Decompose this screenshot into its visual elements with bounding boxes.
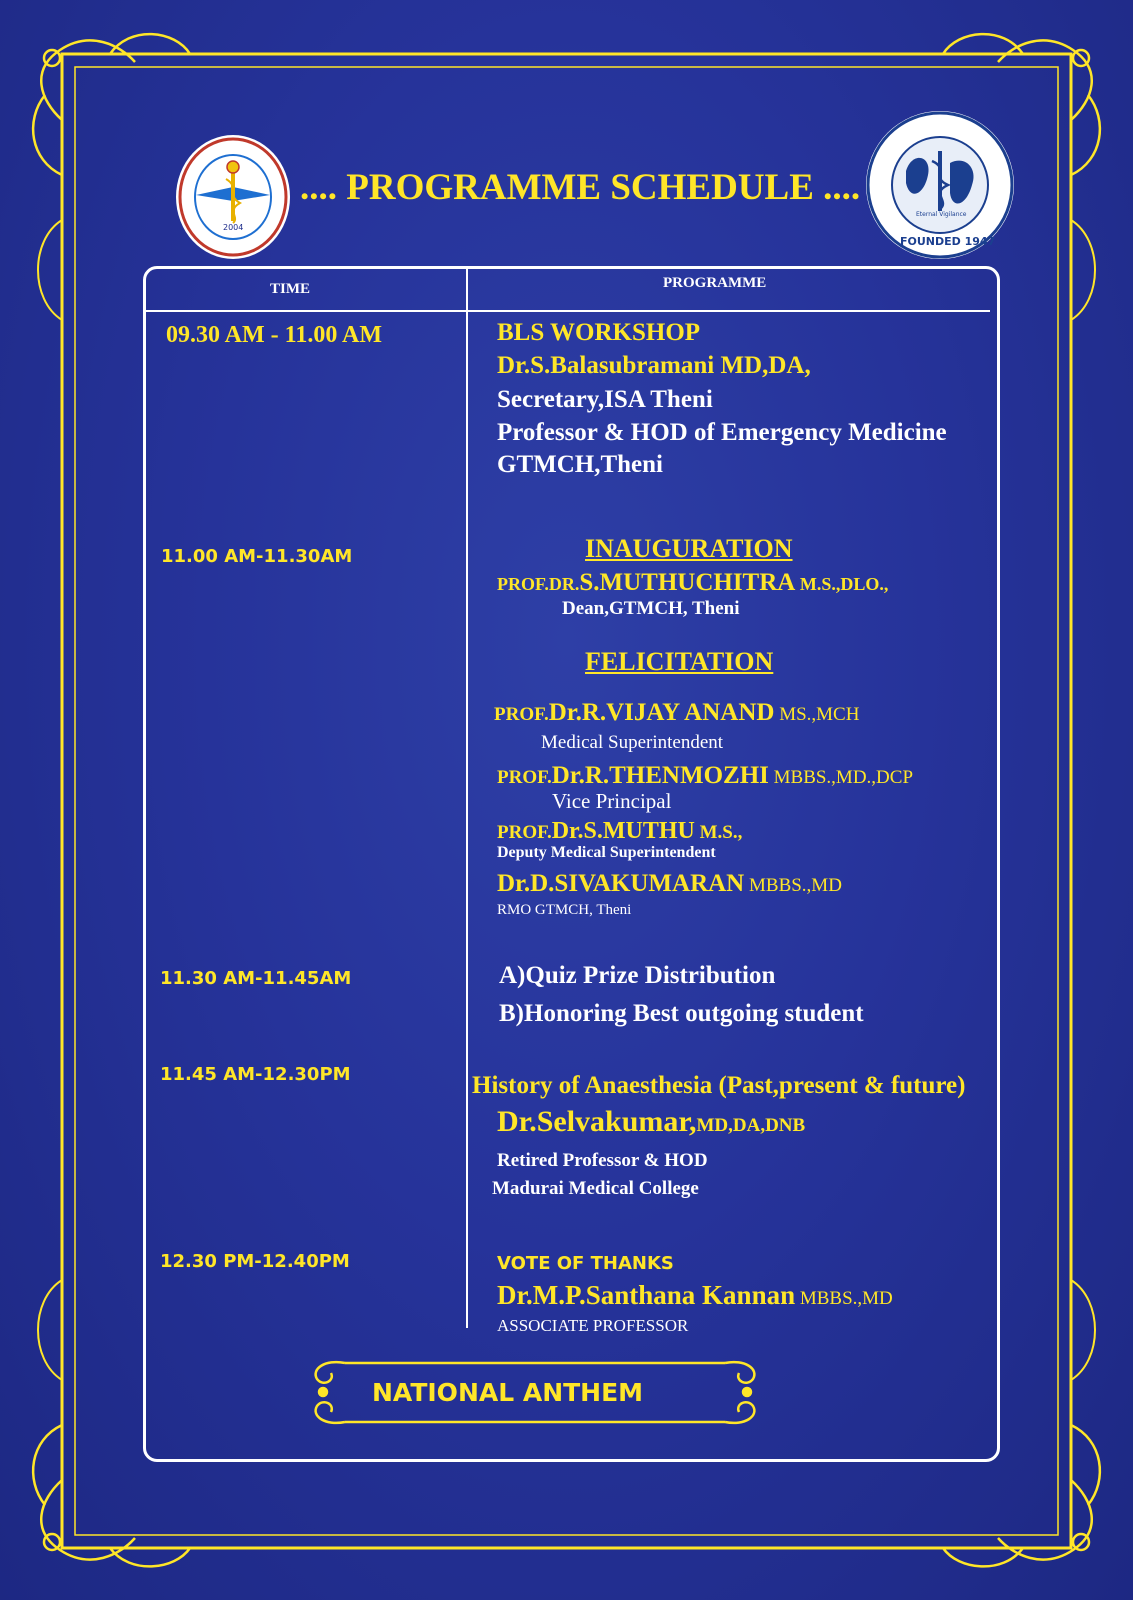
row3-item-a: A)Quiz Prize Distribution (499, 962, 776, 989)
dean-name: S.MUTHUCHITRA (579, 569, 796, 596)
row5-time: 12.30 PM-12.40PM (160, 1251, 350, 1272)
felicitation-3-role: Deputy Medical Superintendent (497, 844, 716, 861)
row4-speaker-degree: MD,DA,DNB (696, 1115, 806, 1136)
felicitation-heading: FELICITATION (585, 647, 774, 676)
felicitation-3-degree: M.S., (699, 822, 743, 843)
dean-degree: M.S.,DLO., (799, 574, 889, 594)
row1-title: BLS WORKSHOP (497, 319, 701, 346)
row5-speaker (497, 1280, 893, 1311)
felicitation-4-degree: MBBS.,MD (749, 875, 842, 896)
row4-title: History of Anaesthesia (Past,present & future) (472, 1072, 966, 1099)
dean-prefix: PROF.DR. (497, 574, 580, 594)
dean-role: Dean,GTMCH, Theni (562, 598, 740, 619)
felicitation-2 (497, 762, 913, 790)
row3-item-b: B)Honoring Best outgoing student (499, 1000, 864, 1027)
row4-role2: Madurai Medical College (492, 1178, 699, 1199)
felicitation-1-role: Medical Superintendent (541, 732, 724, 753)
isa-logo-motto: Eternal Vigilance (916, 211, 967, 218)
row5-title: VOTE OF THANKS (497, 1253, 674, 1274)
college-emblem-icon (176, 135, 290, 259)
felicitation-4-role: RMO GTMCH, Theni (497, 902, 632, 918)
row1-time: 09.30 AM - 11.00 AM (166, 322, 382, 348)
row1-speaker: Dr.S.Balasubramani MD,DA, (497, 352, 811, 379)
national-anthem: NATIONAL ANTHEM (372, 1378, 644, 1407)
row1-line3: Professor & HOD of Emergency Medicine (497, 419, 947, 446)
row3-time: 11.30 AM-11.45AM (160, 968, 352, 989)
row4-speaker (497, 1105, 805, 1139)
college-logo-year: 2004 (223, 223, 244, 232)
column-header-time: TIME (270, 281, 311, 297)
felicitation-2-role: Vice Principal (552, 789, 672, 813)
felicitation-4 (497, 870, 842, 898)
felicitation-3 (497, 818, 742, 845)
column-divider (466, 266, 468, 1328)
felicitation-1-prefix: PROF. (494, 704, 549, 725)
dean-line (497, 569, 888, 597)
felicitation-2-name: Dr.R.THENMOZHI (551, 762, 769, 789)
felicitation-2-degree: MBBS.,MD.,DCP (773, 767, 914, 788)
row5-role: ASSOCIATE PROFESSOR (497, 1316, 689, 1335)
row4-time: 11.45 AM-12.30PM (160, 1064, 351, 1085)
row1-line2: Secretary,ISA Theni (497, 386, 713, 413)
row4-speaker-name: Dr.Selvakumar, (497, 1105, 697, 1138)
college-logo (176, 135, 290, 259)
felicitation-1-name: Dr.R.VIJAY ANAND (548, 699, 775, 726)
felicitation-1-degree: MS.,MCH (779, 704, 860, 725)
column-header-programme: PROGRAMME (663, 275, 767, 291)
row5-speaker-name: Dr.M.P.Santhana Kannan (497, 1280, 796, 1310)
isa-logo-founded: FOUNDED 1947 (900, 235, 996, 248)
row4-role1: Retired Professor & HOD (497, 1150, 708, 1171)
row2-time: 11.00 AM-11.30AM (161, 546, 353, 567)
felicitation-4-name: Dr.D.SIVAKUMARAN (497, 870, 745, 897)
felicitation-2-prefix: PROF. (497, 767, 552, 788)
row5-speaker-degree: MBBS.,MD (799, 1288, 893, 1309)
felicitation-3-name: Dr.S.MUTHU (551, 818, 695, 844)
page-title: .... PROGRAMME SCHEDULE .... (300, 167, 861, 208)
row1-line4: GTMCH,Theni (497, 451, 663, 478)
header-rule (143, 310, 990, 312)
felicitation-3-prefix: PROF. (497, 822, 552, 843)
felicitation-1 (494, 699, 859, 727)
inauguration-heading: INAUGURATION (585, 534, 793, 563)
isa-logo (866, 111, 1014, 259)
